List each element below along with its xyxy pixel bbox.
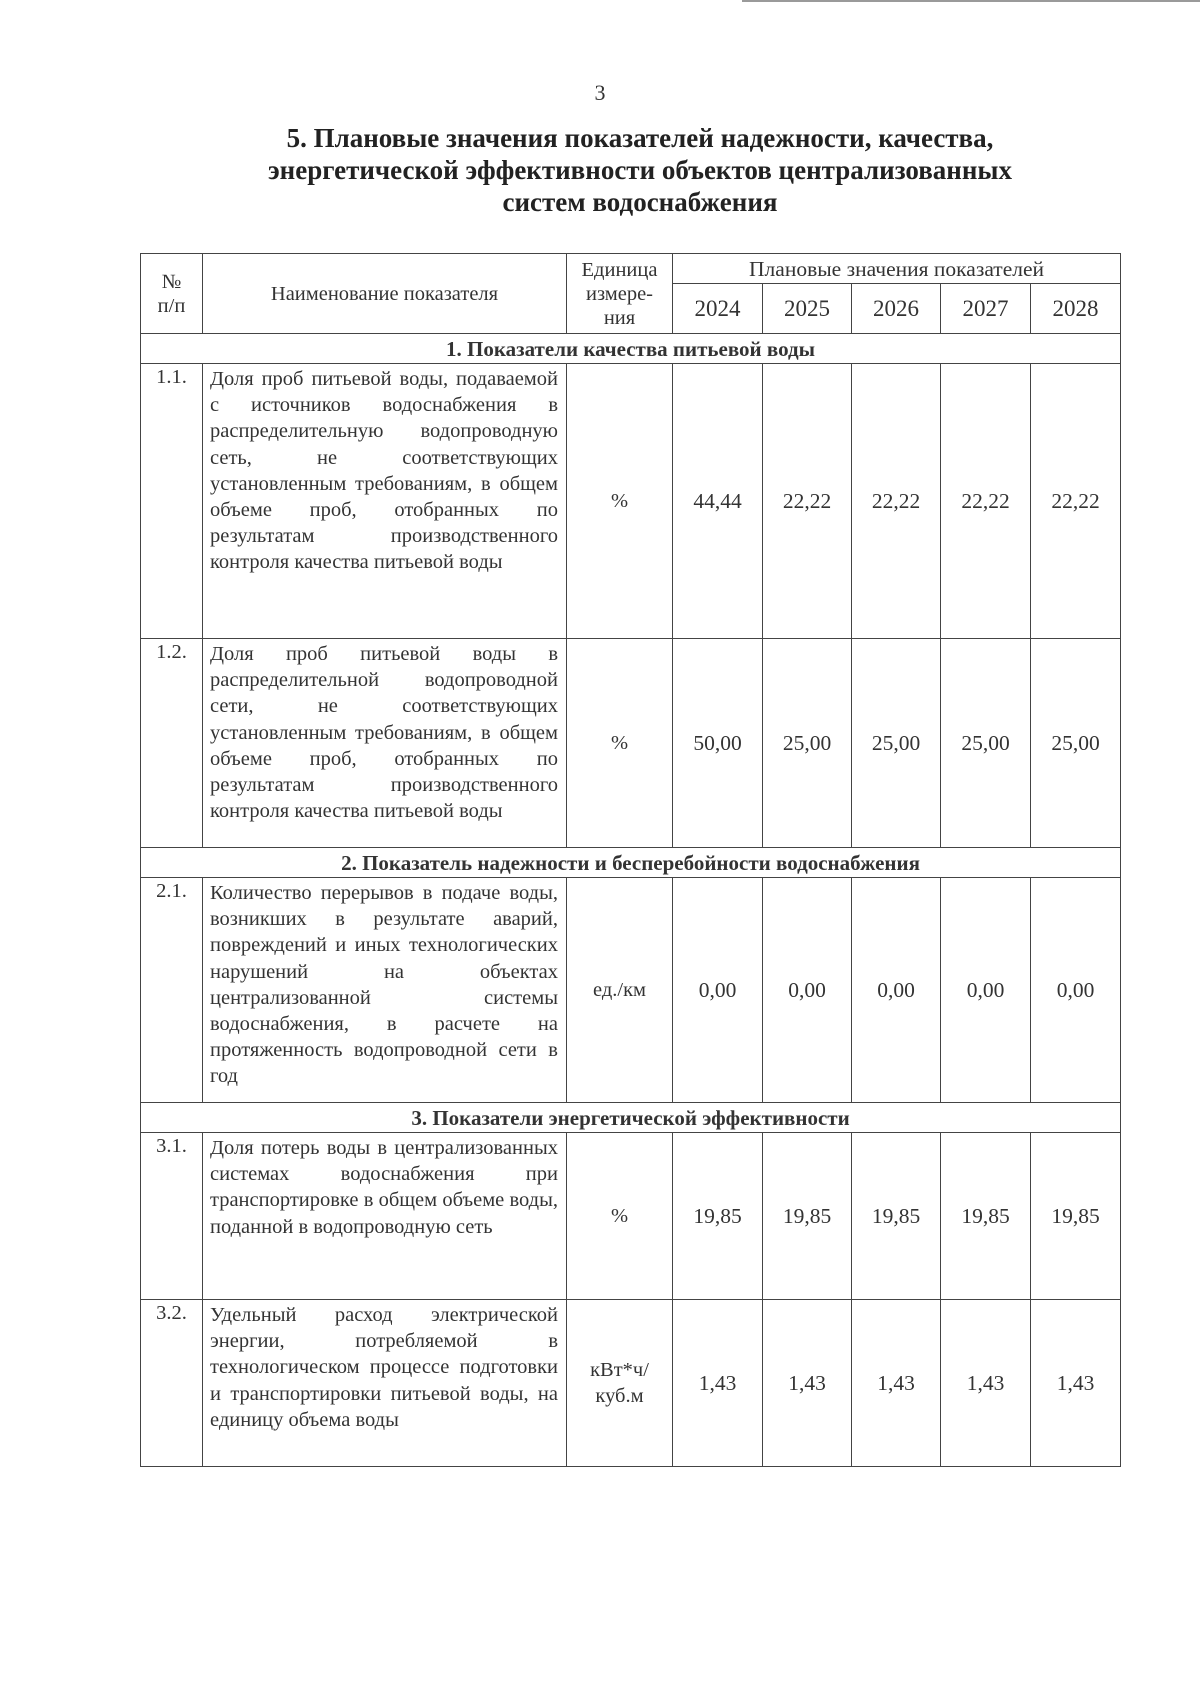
indicator-unit: ед./км [567,878,673,1103]
value-cell: 44,44 [673,364,763,639]
value-cell: 19,85 [673,1133,763,1300]
title-line-2: энергетической эффективности объектов централизованных [267,155,1012,185]
table-row [141,1300,1121,1467]
page-number: 3 [594,80,606,105]
row-number: 2.1. [141,878,203,1103]
header-planned-values: Плановые значения показателей [673,254,1121,284]
value-cell: 22,22 [763,364,852,639]
row-number: 1.2. [141,639,203,848]
header-name: Наименование показателя [203,254,567,334]
header-unit: Единица измере- ния [567,254,673,334]
value-cell: 1,43 [763,1300,852,1467]
section-title: 3. Показатели энергетической эффективности [141,1103,1121,1133]
value-cell: 1,43 [1031,1300,1121,1467]
row-number: 1.1. [141,364,203,639]
section-title: 2. Показатель надежности и бесперебойности водоснабжения [141,848,1121,878]
row-number: 3.1. [141,1133,203,1300]
value-cell: 1,43 [852,1300,941,1467]
section-title: 1. Показатели качества питьевой воды [141,334,1121,364]
indicators-table [140,253,1121,1467]
table-row [141,364,1121,639]
section-title-row [141,334,1121,364]
indicator-name: Доля проб питьевой воды, подаваемой с источников водоснабжения в распределительную водопроводную сеть, не соответствующих установленным требованиям, в общем объеме проб, отобранных по результатам производственного контроля качества питьевой воды [203,364,567,639]
table-row [141,878,1121,1103]
value-cell: 19,85 [763,1133,852,1300]
value-cell: 22,22 [852,364,941,639]
indicator-name: Доля проб питьевой воды в распределительной водопроводной сети, не соответствующих установленным требованиям, в общем объеме проб, отобранных по результатам производственного контроля качества питьевой воды [203,639,567,848]
section-title-row [141,1103,1121,1133]
header-year: 2027 [941,284,1031,334]
page-title [200,122,1080,218]
header-year: 2028 [1031,284,1121,334]
value-cell: 22,22 [941,364,1031,639]
indicator-name: Удельный расход электрической энергии, потребляемой в технологическом процессе подготовки и транспортировки питьевой воды, на единицу объема воды [203,1300,567,1467]
value-cell: 19,85 [1031,1133,1121,1300]
header-num: № п/п [141,254,203,334]
header-year: 2025 [763,284,852,334]
header-year: 2024 [673,284,763,334]
value-cell: 50,00 [673,639,763,848]
header-year: 2026 [852,284,941,334]
value-cell: 25,00 [763,639,852,848]
value-cell: 1,43 [673,1300,763,1467]
scan-edge-line [742,0,1200,2]
value-cell: 0,00 [1031,878,1121,1103]
value-cell: 25,00 [1031,639,1121,848]
indicator-unit: кВт*ч/ куб.м [567,1300,673,1467]
value-cell: 1,43 [941,1300,1031,1467]
table-row [141,639,1121,848]
value-cell: 22,22 [1031,364,1121,639]
title-line-1: 5. Плановые значения показателей надежности, качества, [286,123,994,153]
value-cell: 0,00 [763,878,852,1103]
value-cell: 25,00 [941,639,1031,848]
indicator-unit: % [567,1133,673,1300]
title-line-3: систем водоснабжения [502,187,778,217]
value-cell: 25,00 [852,639,941,848]
section-title-row [141,848,1121,878]
indicator-name: Доля потерь воды в централизованных системах водоснабжения при транспортировке в общем объеме воды, поданной в водопроводную сеть [203,1133,567,1300]
value-cell: 19,85 [852,1133,941,1300]
value-cell: 0,00 [941,878,1031,1103]
row-number: 3.2. [141,1300,203,1467]
table-row [141,1133,1121,1300]
table-header-row [141,254,1121,284]
value-cell: 0,00 [673,878,763,1103]
indicator-unit: % [567,639,673,848]
value-cell: 19,85 [941,1133,1031,1300]
indicator-name: Количество перерывов в подаче воды, возникших в результате аварий, повреждений и иных технологических нарушений на объектах централизованной системы водоснабжения, в расчете на протяженность водопроводной сети в год [203,878,567,1103]
value-cell: 0,00 [852,878,941,1103]
indicator-unit: % [567,364,673,639]
